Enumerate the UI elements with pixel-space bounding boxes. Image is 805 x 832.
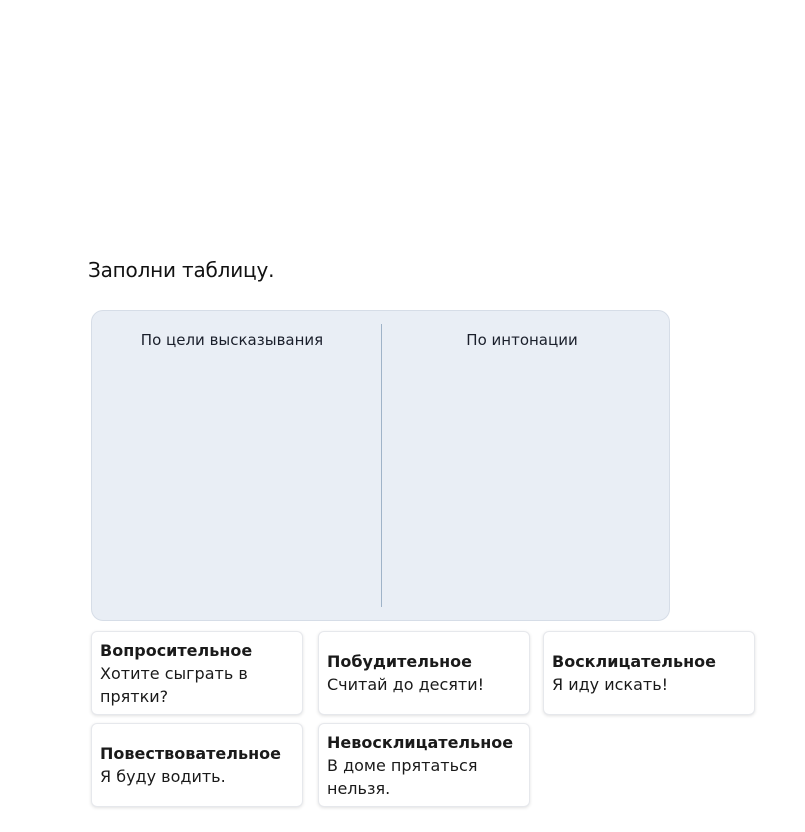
- card-title: Повествовательное: [100, 744, 282, 763]
- draggable-card-exclamatory[interactable]: [543, 631, 755, 715]
- task-title: Заполни таблицу.: [88, 258, 275, 282]
- drop-zone-purpose[interactable]: [92, 359, 372, 609]
- card-text-line: В доме прятаться: [327, 755, 478, 775]
- drop-zone-intonation[interactable]: [383, 359, 663, 609]
- card-title: Побудительное: [327, 652, 472, 671]
- card-text-line: прятки?: [100, 686, 169, 706]
- card-title: Невосклицательное: [327, 732, 514, 752]
- draggable-card-non-exclamatory[interactable]: [318, 723, 530, 807]
- draggable-card-imperative[interactable]: [318, 631, 530, 715]
- card-title: Вопросительное: [100, 640, 253, 660]
- draggable-card-declarative[interactable]: [91, 723, 303, 807]
- column-header-intonation: По интонации: [466, 331, 578, 349]
- card-text-line: Считай до десяти!: [327, 675, 485, 694]
- column-header-purpose: По цели высказывания: [140, 331, 324, 349]
- card-title: Восклицательное: [552, 652, 716, 671]
- card-text-line: Хотите сыграть в: [100, 663, 248, 683]
- card-text-line: Я иду искать!: [552, 675, 669, 694]
- draggable-card-question[interactable]: [91, 631, 303, 715]
- card-text-line: Я буду водить.: [100, 767, 226, 786]
- column-divider: [381, 324, 382, 607]
- classification-table: [91, 310, 670, 621]
- card-text-line: нельзя.: [327, 778, 391, 798]
